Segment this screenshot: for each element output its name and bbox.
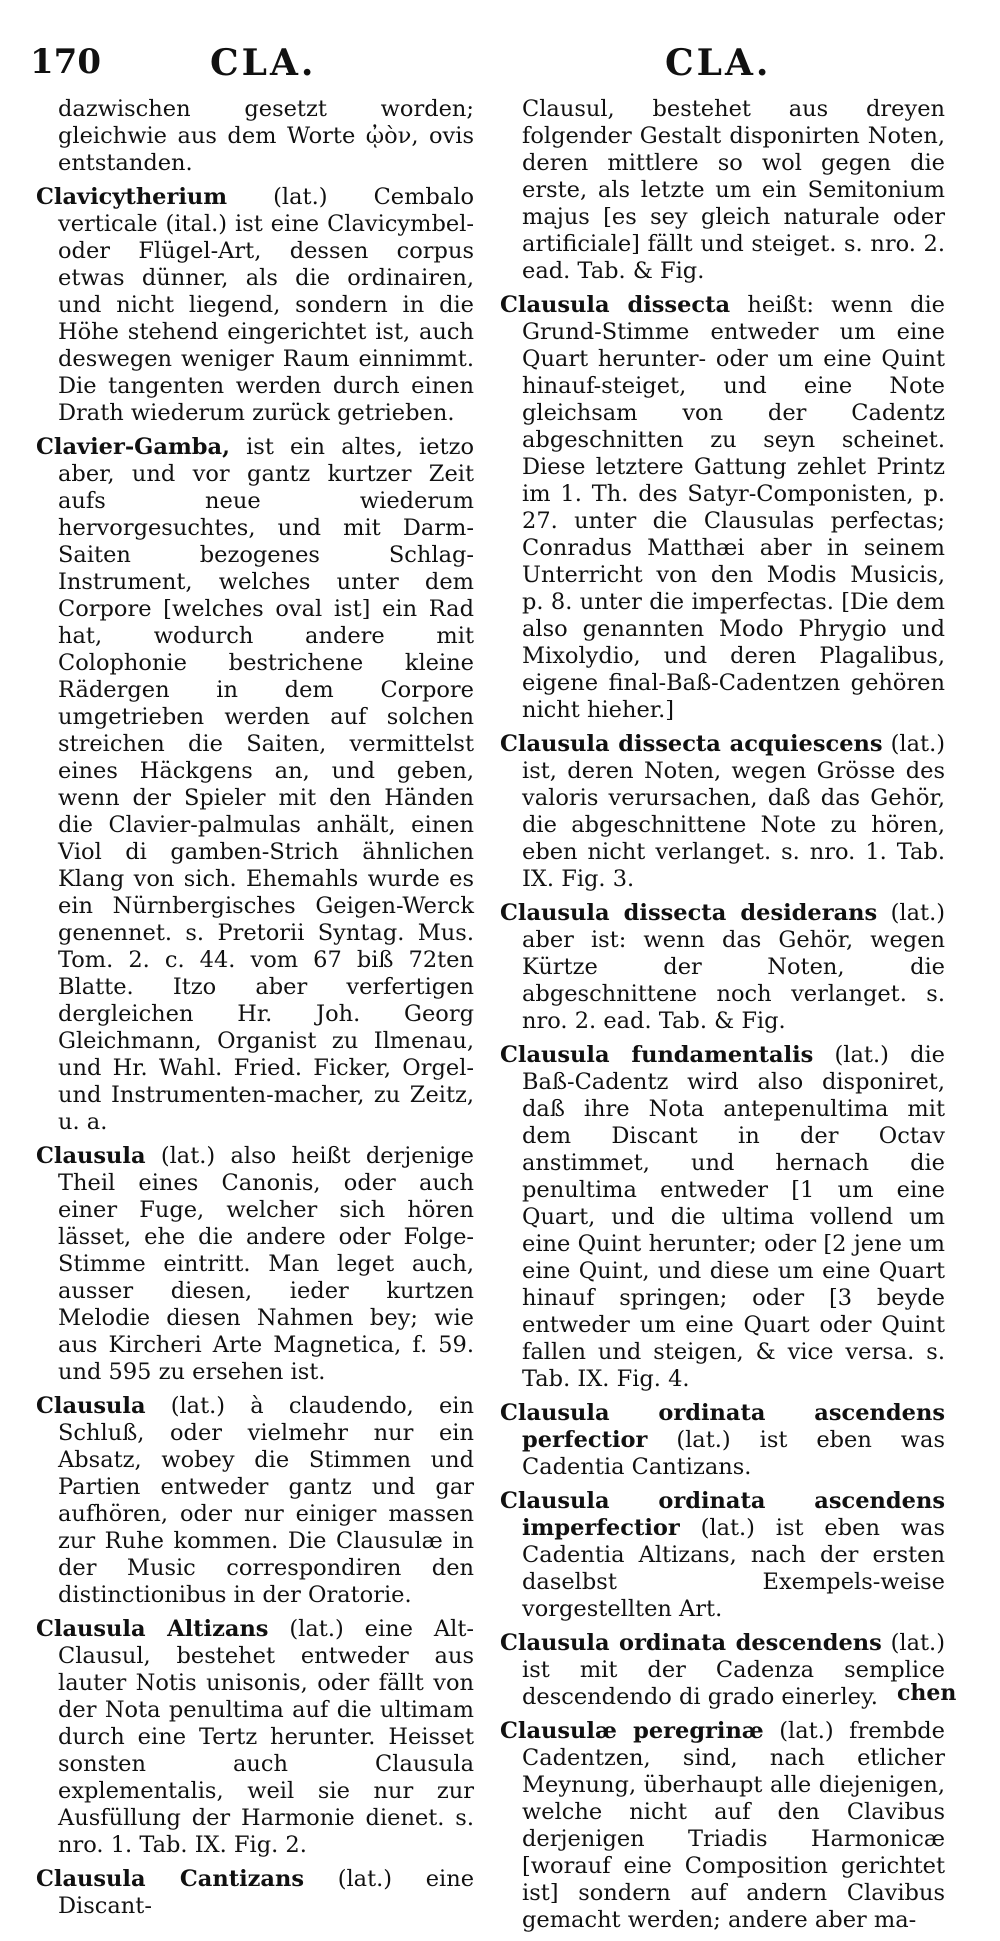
entry-headword: Clavicytherium (36, 184, 228, 210)
entry-headword: Clausula Cantizans (36, 1866, 305, 1892)
dictionary-entry (36, 434, 474, 1136)
entry-continuation (36, 96, 474, 177)
right-column (500, 96, 945, 1941)
dictionary-entry (36, 1393, 474, 1609)
entry-text: (lat.) die Baß-Cadentz wird also disponiret, daß ihre Nota antepenultima mit dem Discant in der Octav anstimmet, und hernach die penultima entweder [1 um eine Quart, und die ultima vollend um eine Quint herunter; oder [2 jene um eine Quint, und diese um eine Quart hinauf springen; oder [3 beyde entweder um eine Quart oder Quint fallen und steigen, & vice versa. s. Tab. IX. Fig. 4. (522, 1042, 945, 1392)
dictionary-entry (500, 1400, 945, 1481)
entry-text: (lat.) also heißt derjenige Theil eines Canonis, oder auch einer Fuge, welcher sich hören lässet, ehe die andere oder Folge-Stimme eintritt. Man leget auch, ausser diesen, ieder kurtzen Melodie diesen Nahmen bey; wie aus Kircheri Arte Magnetica, f. 59. und 595 zu ersehen ist. (58, 1143, 474, 1385)
dictionary-entry (500, 292, 945, 724)
entry-continuation (500, 96, 945, 285)
entry-headword: Clausula dissecta (500, 292, 731, 318)
entry-headword: Clausula dissecta desiderans (500, 900, 878, 926)
entry-headword: Clausula ordinata descendens (500, 1630, 882, 1656)
dictionary-entry (500, 900, 945, 1035)
entry-headword: Clavier-Gamba, (36, 434, 230, 460)
entry-text: ist ein altes, ietzo aber, und vor gantz kurtzer Zeit aufs neue wiederum hervorgesuchtes, und mit Darm-Saiten bezogenes Schlag-Instrument, welches unter dem Corpore [welches oval ist] ein Rad hat, wodurch andere mit Colophonie bestrichene kleine Rädergen in dem Corpore umgetrieben werden auf solchen streichen die Saiten, vermittelst eines Häckgens an, und geben, wenn der Spieler mit den Händen die Clavier-palmulas anhält, einen Viol di gamben-Strich ähnlichen Klang von sich. Ehemahls wurde es ein Nürnbergisches Geigen-Werck genennet. s. Pretorii Syntag. Mus. Tom. 2. c. 44. vom 67 biß 72ten Blatte. Itzo aber verfertigen dergleichen Hr. Joh. Georg Gleichmann, Organist zu Ilmenau, und Hr. Wahl. Fried. Ficker, Orgel- und Instrumenten-macher, zu Zeitz, u. a. (58, 434, 474, 1135)
page-header (0, 42, 1000, 88)
entry-text: heißt: wenn die Grund-Stimme entweder um eine Quart herunter- oder um eine Quint hinauf-steiget, und eine Note gleichsam von der Cadentz abgeschnitten zu seyn scheinet. Diese letztere Gattung zehlet Printz im 1. Th. des Satyr-Componisten, p. 27. unter die Clausulas perfectas; Conradus Matthæi aber in seinem Unterricht von den Modis Musicis, p. 8. unter die imperfectas. [Die dem also genannten Modo Phrygio und Mixolydio, und deren Plagalibus, eigene final-Baß-Cadentzen gehören nicht hieher.] (522, 292, 945, 723)
dictionary-entry (36, 184, 474, 427)
left-column (36, 96, 474, 1927)
entry-headword: Clausula ordinata ascendens perfectior (500, 1400, 945, 1453)
entry-text: (lat.) ist eben was Cadentia Altizans, nach der ersten daselbst Exempels-weise vorgestellten Art. (522, 1515, 945, 1622)
dictionary-entry (36, 1866, 474, 1920)
page-number: 170 (30, 42, 101, 82)
entry-text: (lat.) frembde Cadentzen, sind, nach etlicher Meynung, überhaupt alle diejenigen, welche nicht auf den Clavibus derjenigen Triadis Harmonicæ [worauf eine Composition gerichtet ist] sondern auf andern Clavibus gemacht werden; andere aber ma- (522, 1718, 945, 1933)
entry-text: Clausul, bestehet aus dreyen folgender Gestalt disponirten Noten, deren mittlere so wol gegen die erste, als letzte um ein Semitonium majus [es sey gleich naturale oder artificiale] fällt und steiget. s. nro. 2. ead. Tab. & Fig. (522, 96, 945, 284)
entry-text: (lat.) aber ist: wenn das Gehör, wegen Kürtze der Noten, die abgeschnittene noch verlanget. s. nro. 2. ead. Tab. & Fig. (522, 900, 945, 1034)
entry-text: (lat.) eine Alt-Clausul, bestehet entweder aus lauter Notis unisonis, oder fällt von der Nota penultima auf die ultimam durch eine Tertz herunter. Heisset sonsten auch Clausula explementalis, weil sie nur zur Ausfüllung der Harmonie dienet. s. nro. 1. Tab. IX. Fig. 2. (58, 1616, 474, 1858)
dictionary-entry (36, 1616, 474, 1859)
dictionary-entry (500, 1488, 945, 1623)
entry-text: (lat.) à claudendo, ein Schluß, oder vielmehr nur ein Absatz, wobey die Stimmen und Partien entweder gantz und gar aufhören, oder nur einiger massen zur Ruhe kommen. Die Clausulæ in der Music correspondiren den distinctionibus in der Oratorie. (58, 1393, 474, 1608)
entry-headword: Clausulæ peregrinæ (500, 1718, 764, 1744)
entry-text: (lat.) eine Discant- (58, 1866, 475, 1919)
entry-text: (lat.) ist mit der Cadenza semplice descendendo di grado einerley. (522, 1630, 945, 1710)
entry-text: dazwischen gesetzt worden; gleichwie aus dem Worte ᾠὸν, ovis entstanden. (58, 96, 474, 176)
dictionary-entry (500, 1042, 945, 1393)
dictionary-entry (500, 1718, 945, 1934)
dictionary-entry (36, 1143, 474, 1386)
entry-text: (lat.) ist eben was Cadentia Cantizans. (522, 1427, 945, 1480)
entry-headword: Clausula (36, 1393, 146, 1419)
entry-headword: Clausula ordinata ascendens imperfectior (500, 1488, 945, 1541)
entry-text: (lat.) ist, deren Noten, wegen Grösse des valoris verursachen, daß das Gehör, die abgeschnittene Note zu hören, eben nicht verlanget. s. nro. 1. Tab. IX. Fig. 3. (522, 731, 945, 892)
running-head-left: CLA. (210, 42, 317, 84)
dictionary-entry (500, 731, 945, 893)
catchword: chen (897, 1680, 957, 1706)
dictionary-entry (500, 1630, 945, 1711)
entry-headword: Clausula (36, 1143, 146, 1169)
entry-text: (lat.) Cembalo verticale (ital.) ist eine Clavicymbel- oder Flügel-Art, dessen corpus etwas dünner, als die ordinairen, und nicht liegend, sondern in die Höhe stehend eingerichtet ist, auch deswegen weniger Raum einnimmt. Die tangenten werden durch einen Drath wiederum zurück getrieben. (58, 184, 474, 426)
entry-headword: Clausula dissecta acquiescens (500, 731, 883, 757)
running-head-right: CLA. (665, 42, 772, 84)
entry-headword: Clausula Altizans (36, 1616, 269, 1642)
entry-headword: Clausula fundamentalis (500, 1042, 814, 1068)
